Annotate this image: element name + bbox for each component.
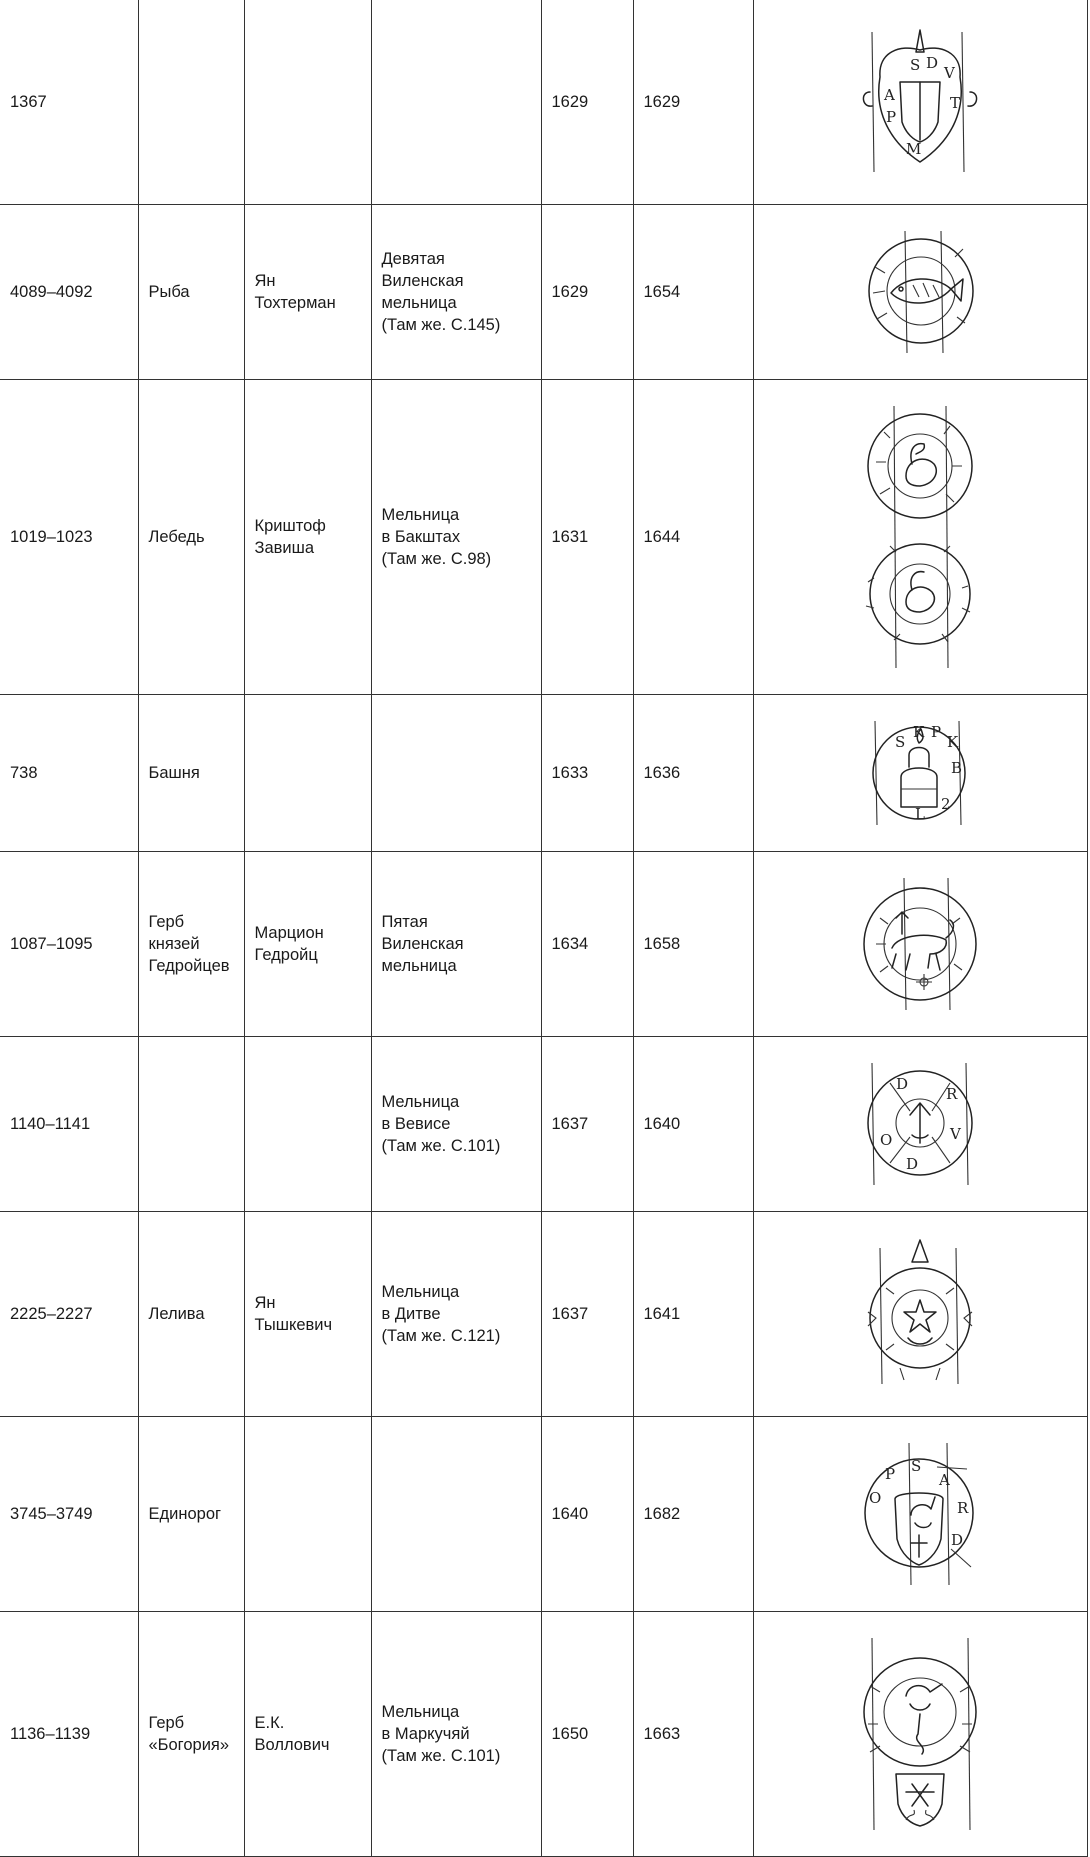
table-row [0,0,1087,205]
watermark-letter: T [950,94,961,112]
code-cell: 4089–4092 [0,205,138,380]
watermark-letter: O [880,1131,893,1149]
year-from-cell: 1633 [541,695,633,852]
watermark-letter: O [869,1489,882,1507]
year-to-cell: 1641 [633,1212,753,1417]
year-from-cell: 1629 [541,0,633,205]
code-cell: 1367 [0,0,138,205]
mill-cell [371,695,541,852]
year-to-cell: 1644 [633,380,753,695]
watermark-cell [753,0,1087,205]
year-from-cell: 1650 [541,1612,633,1857]
name-cell: Рыба [138,205,244,380]
watermark-letter: S [895,733,906,751]
name-cell: Лебедь [138,380,244,695]
year-to-cell: 1658 [633,852,753,1037]
watermark-cell [753,1417,1087,1612]
watermark-rider-icon [850,874,990,1014]
code-cell: 738 [0,695,138,852]
owner-cell [244,695,371,852]
watermark-letter: D [951,1531,964,1549]
watermark-letter: P [886,108,897,126]
name-cell: Единорог [138,1417,244,1612]
watermark-letter: V [950,1125,961,1143]
watermark-fish-icon [855,227,985,357]
watermark-letter: S [910,56,921,74]
code-cell: 3745–3749 [0,1417,138,1612]
mill-cell: Пятая Виленская мельница [371,852,541,1037]
mill-cell: Мельница в Бакштах (Там же. С.98) [371,380,541,695]
mill-cell: Мельница в Дитве (Там же. С.121) [371,1212,541,1417]
code-cell: 1087–1095 [0,852,138,1037]
watermark-letter: M [906,140,922,158]
watermark-swan-icon [850,402,990,672]
watermark-unicorn-icon [855,1439,985,1589]
table-row [0,852,1087,1037]
watermark-cell [753,852,1087,1037]
owner-cell [244,1037,371,1212]
watermark-shield-crown-icon [850,22,990,182]
year-from-cell: 1629 [541,205,633,380]
watermark-star-crescent-icon [850,1234,990,1394]
year-from-cell: 1637 [541,1212,633,1417]
name-cell [138,1037,244,1212]
year-from-cell: 1640 [541,1417,633,1612]
name-cell: Лелива [138,1212,244,1417]
watermark-letter: K [913,723,925,741]
watermark-letter: R [957,1499,969,1517]
mill-cell [371,0,541,205]
owner-cell [244,1417,371,1612]
code-cell: 2225–2227 [0,1212,138,1417]
code-cell: 1140–1141 [0,1037,138,1212]
table-row [0,1417,1087,1612]
year-to-cell: 1629 [633,0,753,205]
watermark-letter: P [931,723,942,741]
watermark-letter: A [884,86,895,104]
watermark-cell [753,1212,1087,1417]
owner-cell: Ян Тышкевич [244,1212,371,1417]
table-row [0,1612,1087,1857]
year-from-cell: 1637 [541,1037,633,1212]
watermark-letter: S [911,1457,922,1475]
watermark-letter: R [946,1085,958,1103]
watermark-cell [753,1037,1087,1212]
watermark-letter: 2 [941,795,951,813]
mill-cell [371,1417,541,1612]
table-row [0,1212,1087,1417]
mill-cell: Девятая Виленская мельница (Там же. С.145) [371,205,541,380]
year-to-cell: 1663 [633,1612,753,1857]
year-to-cell: 1636 [633,695,753,852]
watermark-tower-icon [855,717,985,829]
watermark-letter: D [906,1155,919,1173]
watermark-cell [753,380,1087,695]
watermark-cell [753,1612,1087,1857]
watermark-letter: B [951,759,963,777]
watermark-cell [753,695,1087,852]
owner-cell: Марцион Гедройц [244,852,371,1037]
mill-cell: Мельница в Вевисе (Там же. С.101) [371,1037,541,1212]
watermark-letter: K [947,733,959,751]
owner-cell [244,0,371,205]
table-row [0,205,1087,380]
table-row [0,1037,1087,1212]
name-cell [138,0,244,205]
watermark-letter: A [939,1471,950,1489]
owner-cell: Криштоф Завиша [244,380,371,695]
year-to-cell: 1640 [633,1037,753,1212]
name-cell: Герб «Богория» [138,1612,244,1857]
watermark-letter: D [926,54,939,72]
code-cell: 1136–1139 [0,1612,138,1857]
table-row [0,695,1087,852]
watermark-cell [753,205,1087,380]
name-cell: Башня [138,695,244,852]
owner-cell: Ян Тохтерман [244,205,371,380]
watermark-letter: P [885,1465,896,1483]
year-to-cell: 1654 [633,205,753,380]
watermark-letter: V [944,64,955,82]
watermark-letter: L [915,805,925,823]
watermark-arrow-shield-icon [850,1059,990,1189]
watermark-bogoria-icon [850,1634,990,1834]
code-cell: 1019–1023 [0,380,138,695]
watermark-letter: D [896,1075,909,1093]
year-from-cell: 1631 [541,380,633,695]
owner-cell: Е.К. Воллович [244,1612,371,1857]
mill-cell: Мельница в Маркучяй (Там же. С.101) [371,1612,541,1857]
year-from-cell: 1634 [541,852,633,1037]
year-to-cell: 1682 [633,1417,753,1612]
table-row [0,380,1087,695]
name-cell: Герб князей Гедройцев [138,852,244,1037]
